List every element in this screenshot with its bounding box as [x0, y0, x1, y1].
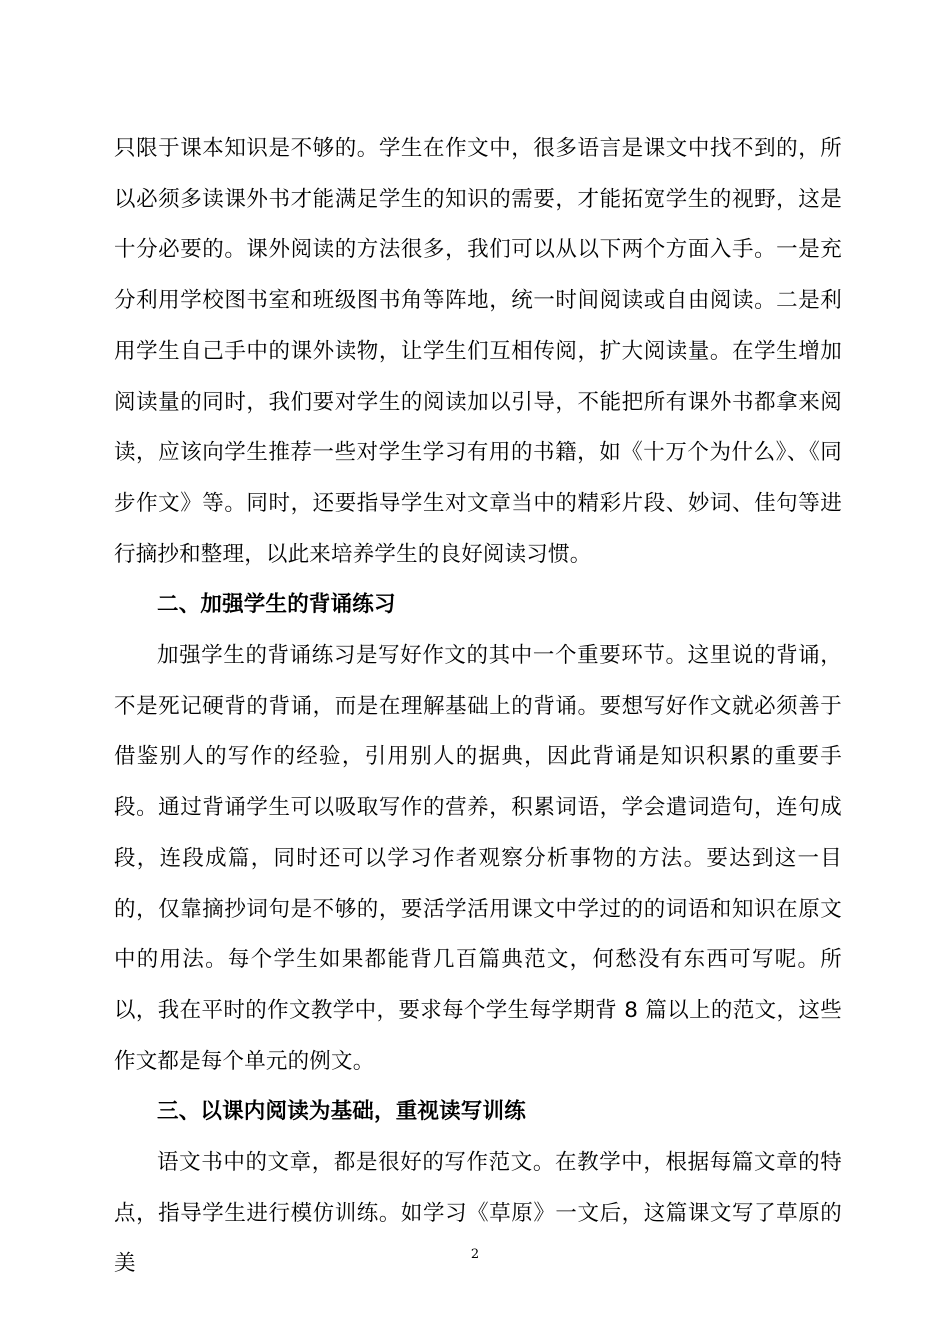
- paragraph-reading-methods: 只限于课本知识是不够的。学生在作文中，很多语言是课文中找不到的，所以必须多读课外书才能满足学生的知识的需要，才能拓宽学生的视野，这是十分必要的。课外阅读的方法很多，我们可以从以下两个方面入手。一是充分利用学校图书室和班级图书角等阵地，统一时间阅读或自由阅读。二是利用学生自己手中的课外读物，让学生们互相传阅，扩大阅读量。在学生增加阅读量的同时，我们要对学生的阅读加以引导，不能把所有课外书都拿来阅读，应该向学生推荐一些对学生学习有用的书籍，如《十万个为什么》、《同步作文》等。同时，还要指导学生对文章当中的精彩片段、妙词、佳句等进行摘抄和整理，以此来培养学生的良好阅读习惯。: [114, 136, 842, 567]
- section-heading-recitation: 二、加强学生的背诵练习: [157, 592, 396, 618]
- paragraph-recitation: 加强学生的背诵练习是写好作文的其中一个重要环节。这里说的背诵，不是死记硬背的背诵，而是在理解基础上的背诵。要想写好作文就必须善于借鉴别人的写作的经验，引用别人的据典，因此背诵是知识积累的重要手段。通过背诵学生可以吸取写作的营养，积累词语，学会遣词造句，连句成段，连段成篇，同时还可以学习作者观察分析事物的方法。要达到这一目的，仅靠摘抄词句是不够的，要活学活用课文中学过的的词语和知识在原文中的用法。每个学生如果都能背几百篇典范文，何愁没有东西可写呢。所以，我在平时的作文教学中，要求每个学生每学期背 8 篇以上的范文，这些作文都是每个单元的例文。: [114, 643, 842, 1074]
- paragraph-reading-writing: 语文书中的文章，都是很好的写作范文。在教学中，根据每篇文章的特点，指导学生进行模仿训练。如学习《草原》一文后，这篇课文写了草原的美: [114, 1150, 842, 1277]
- page-number: 2: [470, 1247, 480, 1262]
- body-text: [114, 124, 842, 1290]
- section-heading-reading-writing: 三、以课内阅读为基础，重视读写训练: [157, 1099, 526, 1125]
